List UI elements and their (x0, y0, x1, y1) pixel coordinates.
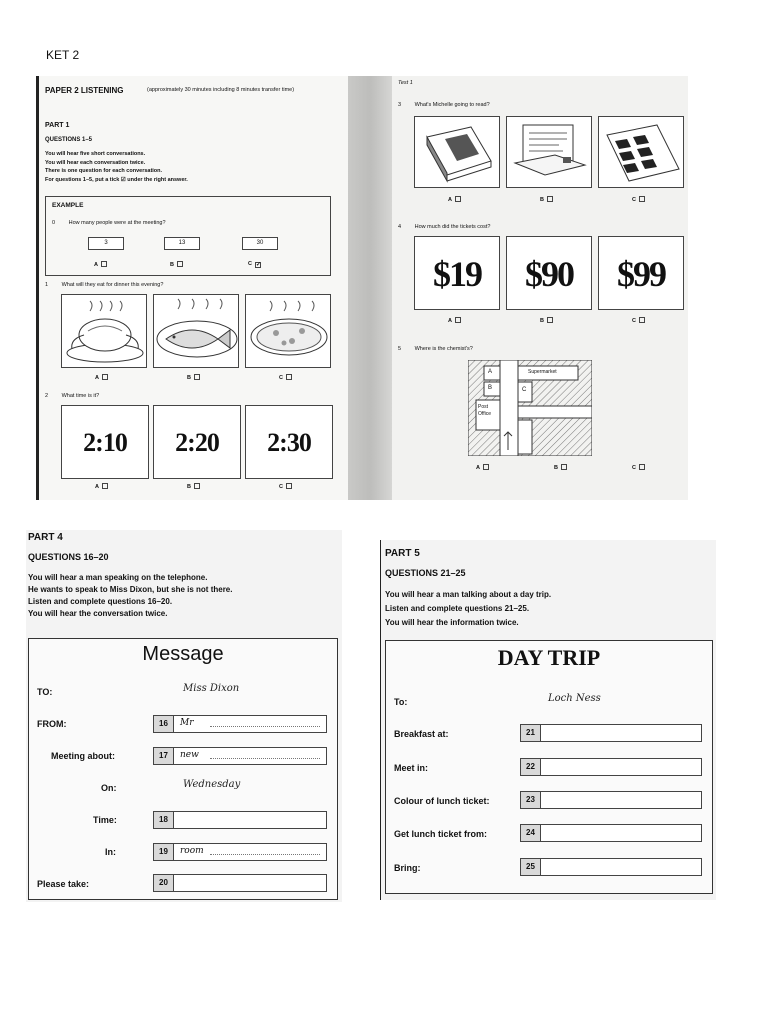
question-number: 4 (398, 224, 402, 230)
checkbox-icon[interactable] (561, 464, 567, 470)
scanned-spread (36, 76, 688, 500)
q2-option-c[interactable] (279, 483, 292, 490)
question-text: Where is the chemist's? (414, 346, 473, 352)
checkbox-icon[interactable] (194, 483, 200, 489)
example-option-b[interactable] (170, 261, 183, 268)
letter-icon (507, 117, 593, 189)
field-number: 16 (154, 716, 174, 732)
time-card-a: 2:10 (61, 405, 149, 479)
instruction-line: There is one question for each conversation. (45, 168, 163, 174)
question-text: What time is it? (61, 393, 100, 399)
form-title: DAY TRIP (497, 645, 601, 670)
example-value-c: 30 (242, 237, 278, 250)
left-page (36, 76, 348, 500)
option-letter: B (554, 465, 558, 471)
example-question (52, 220, 166, 226)
example-option-c[interactable] (248, 261, 261, 268)
instructions (385, 588, 551, 630)
to-value: Miss Dixon (183, 683, 240, 694)
part-4-panel (26, 530, 342, 902)
map-label-post-office: Post Office (478, 404, 491, 417)
checkbox-icon[interactable] (639, 317, 645, 323)
option-letter: A (448, 197, 452, 203)
field-number: 19 (154, 844, 174, 860)
dotted-line (210, 854, 320, 855)
option-letter: C (248, 261, 252, 267)
page-header: Test 1 (398, 80, 413, 86)
breakfast-field[interactable] (520, 724, 702, 742)
fish-picture (153, 294, 239, 368)
checkbox-icon[interactable] (639, 464, 645, 470)
instruction-line: You will hear a man talking about a day trip. (385, 590, 552, 599)
street-map (468, 360, 592, 456)
q4-option-b[interactable] (540, 317, 553, 324)
time-card-c: 2:30 (245, 405, 333, 479)
q3-option-a[interactable] (448, 196, 461, 203)
example-label: EXAMPLE (52, 202, 84, 209)
field-number: 18 (154, 812, 174, 828)
checkbox-icon[interactable] (194, 374, 200, 380)
instruction-line: You will hear five short conversations. (45, 151, 146, 157)
part-heading: PART 1 (45, 122, 70, 129)
option-letter: A (448, 318, 452, 324)
instruction-line: Listen and complete questions 21–25. (385, 604, 530, 613)
option-letter: B (170, 262, 174, 268)
map-label-supermarket: Supermarket (528, 369, 557, 375)
field-number: 25 (521, 859, 541, 875)
option-letter: C (279, 484, 283, 490)
question-number: 1 (45, 282, 49, 288)
meeting-about-field[interactable] (153, 747, 327, 765)
to-value: Loch Ness (548, 693, 601, 704)
roast-chicken-picture (61, 294, 147, 368)
map-label-a: A (488, 369, 493, 375)
field-value: room (180, 846, 204, 856)
q1-option-a[interactable] (95, 374, 108, 381)
price-card-b: $90 (506, 236, 592, 310)
on-label: On: (101, 783, 117, 793)
lunch-ticket-label: Get lunch ticket from: (394, 829, 488, 839)
field-value: new (180, 750, 199, 760)
option-letter: A (95, 375, 99, 381)
lunch-colour-field[interactable] (520, 791, 702, 809)
pizza-picture (245, 294, 331, 368)
checked-checkbox-icon[interactable]: ✓ (255, 262, 262, 268)
example-value-a: 3 (88, 237, 124, 250)
option-letter: C (632, 318, 636, 324)
instruction-line: He wants to speak to Miss Dixon, but she is not there. (28, 585, 233, 594)
q1-option-b[interactable] (187, 374, 200, 381)
checkbox-icon[interactable] (455, 196, 461, 202)
part-5-panel (380, 540, 716, 900)
pizza-icon (246, 295, 332, 369)
questions-heading: QUESTIONS 16–20 (28, 552, 109, 562)
q3-option-b[interactable] (540, 196, 553, 203)
field-number: 22 (521, 759, 541, 775)
question-3 (398, 102, 490, 108)
checkbox-icon[interactable] (547, 196, 553, 202)
question-5 (398, 346, 473, 352)
book-icon (415, 117, 501, 189)
price-card-c: $99 (598, 236, 684, 310)
fish-icon (154, 295, 240, 369)
part-heading: PART 4 (28, 532, 63, 543)
question-4 (398, 224, 490, 230)
dotted-line (210, 758, 320, 759)
time-card-b: 2:20 (153, 405, 241, 479)
question-text: What's Michelle going to read? (414, 102, 490, 108)
option-letter: A (94, 262, 98, 268)
lunch-colour-label: Colour of lunch ticket: (394, 796, 490, 806)
example-value-b: 13 (164, 237, 200, 250)
example-question-text: How many people were at the meeting? (68, 220, 166, 226)
magazine-picture (598, 116, 684, 188)
example-option-a[interactable] (94, 261, 107, 268)
example-box (45, 196, 331, 276)
checkbox-icon[interactable] (455, 317, 461, 323)
map-label-b: B (488, 385, 493, 391)
field-number: 20 (154, 875, 174, 891)
magazine-icon (599, 117, 685, 189)
checkbox-icon[interactable] (102, 374, 108, 380)
instructions (28, 572, 232, 620)
letter-picture (506, 116, 592, 188)
questions-heading: QUESTIONS 1–5 (45, 137, 93, 143)
checkbox-icon[interactable] (177, 261, 183, 267)
question-number: 5 (398, 346, 402, 352)
instructions (45, 150, 265, 184)
option-letter: A (476, 465, 480, 471)
right-page (392, 76, 688, 500)
lunch-ticket-field[interactable] (520, 824, 702, 842)
checkbox-icon[interactable] (286, 374, 292, 380)
message-form (28, 638, 338, 900)
part-heading: PART 5 (385, 548, 420, 559)
checkbox-icon[interactable] (102, 483, 108, 489)
option-letter: C (279, 375, 283, 381)
question-1 (45, 282, 163, 288)
question-number: 2 (45, 393, 49, 399)
field-number: 21 (521, 725, 541, 741)
on-value: Wednesday (183, 779, 241, 790)
field-number: 24 (521, 825, 541, 841)
meeting-about-label: Meeting about: (51, 751, 115, 761)
questions-heading: QUESTIONS 21–25 (385, 568, 466, 578)
question-2 (45, 393, 99, 399)
instruction-line: You will hear each conversation twice. (45, 159, 146, 166)
instruction-line: Listen and complete questions 16–20. (28, 597, 173, 606)
instruction-line: You will hear the information twice. (385, 618, 519, 627)
question-text: How much did the tickets cost? (414, 224, 491, 230)
q5-option-c[interactable] (632, 464, 645, 471)
bring-field[interactable] (520, 858, 702, 876)
q3-option-c[interactable] (632, 196, 645, 203)
form-title: Message (142, 643, 224, 665)
option-letter: B (540, 318, 544, 324)
option-letter: C (632, 197, 636, 203)
book-picture (414, 116, 500, 188)
instruction-line: You will hear a man speaking on the telephone. (28, 573, 208, 582)
breakfast-label: Breakfast at: (394, 729, 449, 739)
from-field[interactable] (153, 715, 327, 733)
instruction-line: For questions 1–5, put a tick ☑ under the right answer. (45, 176, 188, 183)
please-take-field[interactable] (153, 874, 327, 892)
in-label: In: (105, 847, 116, 857)
q4-option-c[interactable] (632, 317, 645, 324)
question-text: What will they eat for dinner this evening? (61, 282, 164, 288)
checkbox-icon[interactable] (101, 261, 107, 267)
document-title: KET 2 (46, 48, 80, 62)
in-field[interactable] (153, 843, 327, 861)
q1-option-c[interactable] (279, 374, 292, 381)
map-label-c: C (522, 387, 527, 393)
please-take-label: Please take: (37, 879, 90, 889)
q5-option-b[interactable] (554, 464, 567, 471)
q2-option-a[interactable] (95, 483, 108, 490)
checkbox-icon[interactable] (483, 464, 489, 470)
paper-title: PAPER 2 LISTENING (45, 86, 124, 95)
bring-label: Bring: (394, 863, 421, 873)
time-label: Time: (93, 815, 117, 825)
checkbox-icon[interactable] (639, 196, 645, 202)
instruction-line: You will hear the conversation twice. (28, 609, 168, 618)
checkbox-icon[interactable] (547, 317, 553, 323)
option-letter: B (540, 197, 544, 203)
q2-option-b[interactable] (187, 483, 200, 490)
dotted-line (210, 726, 320, 727)
question-number: 3 (398, 102, 402, 108)
meet-in-label: Meet in: (394, 763, 429, 773)
example-number: 0 (52, 220, 56, 226)
paper-note: (approximately 30 minutes including 8 minutes transfer time) (147, 87, 295, 93)
to-label: To: (394, 697, 408, 707)
q4-option-a[interactable] (448, 317, 461, 324)
book-gutter (348, 76, 392, 500)
option-letter: A (95, 484, 99, 490)
meet-in-field[interactable] (520, 758, 702, 776)
to-label: TO: (37, 687, 53, 697)
checkbox-icon[interactable] (286, 483, 292, 489)
field-value: Mr (180, 718, 194, 728)
chicken-icon (62, 295, 148, 369)
from-label: FROM: (37, 719, 67, 729)
time-field[interactable] (153, 811, 327, 829)
q5-option-a[interactable] (476, 464, 489, 471)
field-number: 23 (521, 792, 541, 808)
field-number: 17 (154, 748, 174, 764)
day-trip-form (385, 640, 713, 894)
option-letter: C (632, 465, 636, 471)
option-letter: B (187, 484, 191, 490)
option-letter: B (187, 375, 191, 381)
price-card-a: $19 (414, 236, 500, 310)
